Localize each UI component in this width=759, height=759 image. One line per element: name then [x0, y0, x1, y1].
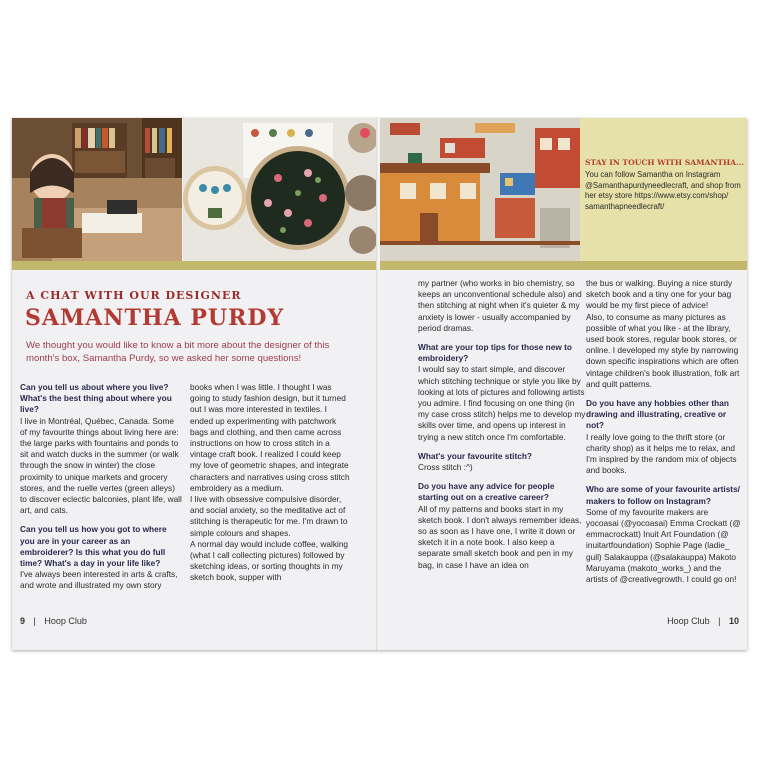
text-column-2: [190, 382, 350, 584]
text-column-1: [20, 382, 182, 592]
article-intro: We thought you would like to know a bit more about the designer of this month's box, Samantha Purdy, so we asked her some questions!: [26, 340, 330, 364]
embroidery-hoops-photo: [183, 118, 378, 261]
question-creative-career: Do you have any advice for people starting out on a creative career?: [418, 481, 555, 503]
question-career: Can you tell us how you got to where you are in your career as an embroiderer? Is this what you do full time? What's a day in your life like?: [20, 524, 167, 569]
left-page: [12, 118, 378, 650]
answer-normal-day-continued: my partner (who works in bio chemistry, so keeps an unconventional schedule also) and then stitching at night when it's quieter & my anxiety is lower - usually accompanied by period dramas.: [418, 278, 582, 333]
footer-label: Hoop Club: [44, 616, 87, 626]
page-number: 9: [20, 616, 26, 626]
accent-strip: [380, 261, 747, 270]
question-where-live: Can you tell us about where you live? What's the best thing about where you live?: [20, 382, 172, 415]
left-footer: 9 | Hoop Club: [20, 616, 87, 626]
cross-stitch-house-photo: [380, 118, 580, 261]
article-kicker: A CHAT WITH OUR DESIGNER: [26, 289, 242, 302]
page-number: 10: [728, 616, 739, 626]
answer-favourite-artists: Some of my favourite makers are yocoasai (@yocoasai) Emma Crockatt (@ emmacrockatt) Inuit Art Foundation (@ inuitartfoundation) Sophie Page (ladie_ gull) Salakauppa (@salakauppa) Makoto Maruyama (makoto_works_) and the artists of @creativegrowth. I could go on!: [586, 506, 741, 585]
question-hobbies: Do you have any hobbies other than drawing and illustrating, creative or not?: [586, 398, 729, 431]
stay-in-touch-text: You can follow Samantha on Instagram @Samanthapurdyneedlecraft, and shop from her etsy store https://www.etsy.com/shop/ samanthapneedlecraft/: [585, 170, 741, 211]
answer-normal-day: A normal day would include coffee, walking (what I call collecting pictures) followed by sketching ideas, or sorting thoughts in my sketch book, supper with: [190, 538, 349, 583]
stay-in-touch-title: STAY IN TOUCH WITH SAMANTHA...: [585, 158, 744, 167]
answer-hobbies: I really love going to the thrift store (or charity shop) as it helps me to relax, and I'm inspired by the random mix of objects and books.: [586, 431, 737, 476]
article-headline: SAMANTHA PURDY: [25, 305, 285, 331]
answer-consume-pictures: Also, to consume as many pictures as possible of what you like - at the library, used book stores, regular book stores, or online. I developed my style by narrowing down specific inspirations which are often vintage children's book illustration, folk art and quilt patterns.: [586, 311, 740, 389]
answer-where-live: I live in Montréal, Québec, Canada. Some of my favourite things about living here are: the large parks with fountains and ponds to sit and watch ducks in the summer (or walk through the snow in winter) the close proximity to unique markets and grocery stores, and the ruelle vertes (green alleys) to discover eclectic balconies, plant life, wall art, and cats.: [20, 415, 182, 516]
answer-career: I've always been interested in arts & crafts, and wrote and illustrated my own story: [20, 569, 178, 591]
stay-in-touch-box: [580, 118, 747, 261]
answer-creative-career-continued: the bus or walking. Buying a nice sturdy sketch book and a tiny one for your bag would be my first piece of advice!: [586, 278, 733, 311]
text-column-3: [418, 278, 586, 571]
question-favourite-artists: Who are some of your favourite artists/ makers to follow on Instagram?: [586, 484, 740, 506]
text-column-4: [586, 278, 742, 585]
question-top-tips: What are your top tips for those new to embroidery?: [418, 342, 572, 364]
answer-top-tips: I would say to start simple, and discover which stitching technique or style you like by looking at lots of pictures and following artists you admire. I find focusing on one thing (in my case cross stitch) helps me to develop my skills over time, and opens up interest in trying a new stitch once I'm comfortable.: [418, 364, 586, 442]
right-footer: Hoop Club | 10: [667, 616, 739, 626]
right-page: [380, 118, 747, 650]
answer-favourite-stitch: Cross stitch :^): [418, 462, 473, 473]
answer-creative-career: All of my patterns and books start in my sketch book. I don't always remember ideas, so as soon as I have one, I write it down or sketch it in a note book. I also keep a separate small sketch book and pen in my bag, in case I have an idea on: [418, 503, 582, 570]
designer-at-desk-photo: [12, 118, 182, 261]
accent-strip: [12, 261, 378, 270]
magazine-spread: [12, 118, 747, 650]
question-favourite-stitch: What's your favourite stitch?: [418, 450, 532, 461]
footer-label: Hoop Club: [667, 616, 710, 626]
answer-career-continued: books when I was little. I thought I was going to study fashion design, but it turned out I was more interested in textiles. I ended up experimenting with patchwork bags and clothing, and then came across instructions on how to cross stitch in a vintage craft book. I realized I could keep my love of geometric shapes, and integrate characters and narratives using cross stitch embroidery as a medium.: [190, 382, 350, 493]
answer-anxiety: I live with obsessive compulsive disorder, and social anxiety, so the meditative act of stitching is therapeutic for me. I'm drawn to simple colours and shapes.: [190, 494, 348, 538]
